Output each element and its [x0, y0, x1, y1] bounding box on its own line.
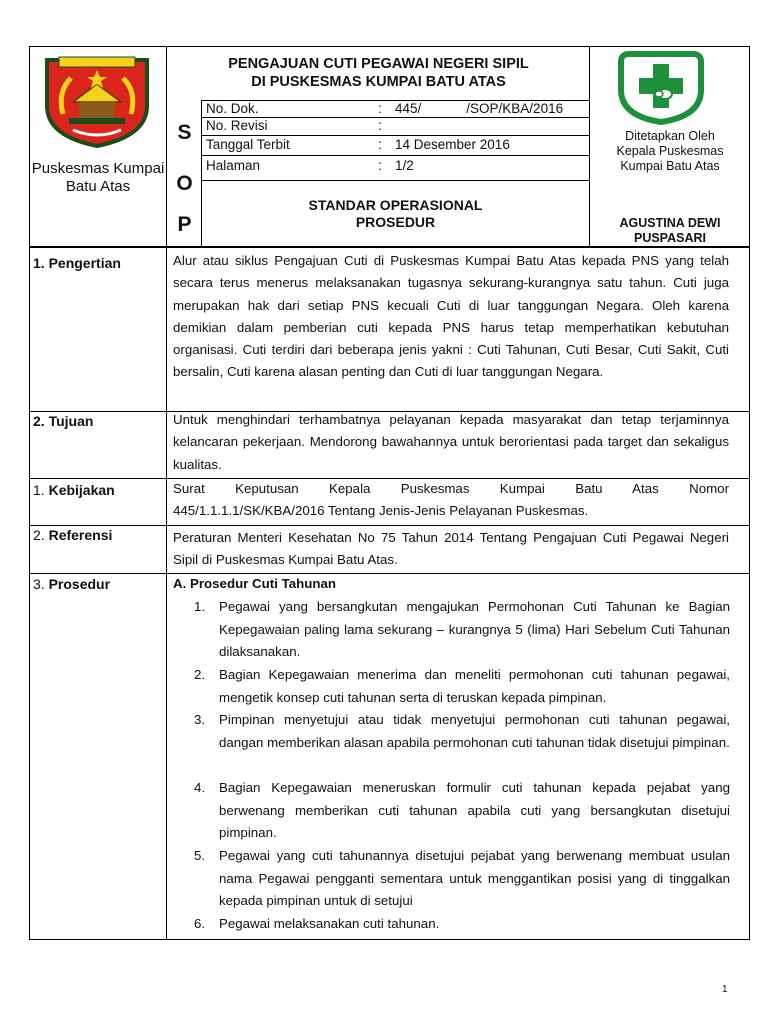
doc-label-no-revisi: No. Revisi: [206, 118, 268, 133]
text-kebijakan-line-2: 445/1.1.1.1/SK/KBA/2016 Tentang Jenis-Jenis Pelayanan Puskesmas.: [173, 503, 589, 518]
signatory-line-1: AGUSTINA DEWI: [619, 216, 721, 230]
org-name: Puskesmas Kumpai Batu Atas: [31, 160, 165, 195]
doc-value-halaman: 1/2: [395, 158, 414, 173]
doc-label-halaman: Halaman: [206, 158, 261, 173]
list-item: [194, 664, 730, 709]
list-item: [194, 709, 730, 754]
list-item-number: 1.: [194, 599, 206, 614]
prosedur-subheading: A. Prosedur Cuti Tahunan: [173, 576, 337, 591]
doc-sep: :: [378, 137, 382, 152]
list-item-number: 5.: [194, 848, 206, 863]
text-kebijakan-line-1: Surat Keputusan Kepala Puskesmas Kumpai Batu Atas Nomor: [173, 481, 729, 496]
standard-title-line-2: PROSEDUR: [355, 214, 436, 230]
sop-letter-p: P: [177, 213, 192, 236]
doc-sep: :: [378, 101, 382, 116]
standard-title: [202, 197, 589, 231]
doc-label-tanggal: Tanggal Terbit: [206, 137, 290, 152]
text-tujuan: Untuk menghindari terhambatnya pelayanan kepada masyarakat dan tetap terjaminnya kelancaran pekerjaan. Mendorong bawahannya untuk berorientasi pada target dan sekaligus kualitas.: [173, 412, 729, 472]
list-item-number: 2.: [194, 667, 206, 682]
title-line-1: PENGAJUAN CUTI PEGAWAI NEGERI SIPIL: [228, 56, 529, 72]
signatory-name: [590, 216, 750, 246]
list-item: [194, 777, 730, 845]
text-pengertian: Alur atau siklus Pengajuan Cuti di Puskesmas Kumpai Batu Atas kepada PNS yang telah secara terus menerus melaksanakan tugasnya sekurang-kurangnya satu tahun. Cuti juga merupakan hak dari setiap PNS kecuali Cuti di luar tanggungan Negara. Oleh karena demikian dalam pemberian cuti kepada PNS harus tetap memperhatikan kebutuhan organisasi. Cuti terdiri dari beberapa jenis yakni : Cuti Tahunan, Cuti Besar, Cuti Sakit, Cuti bersalin, Cuti karena alasan penting dan Cuti di luar tanggungan Negara.: [173, 253, 729, 380]
standard-title-line-1: STANDAR OPERASIONAL: [308, 197, 483, 213]
doc-sep: :: [378, 118, 382, 133]
approved-line-1: Ditetapkan Oleh: [625, 129, 715, 143]
puskesmas-cross-logo: [613, 50, 708, 125]
list-item-text: Pegawai yang cuti tahunannya disetujui pejabat yang berwenang membuat usulan nama Pegawai pengganti sementara untuk menggantikan posisi yang di tinggalkan kepada pimpinan untuk di setujui: [219, 848, 730, 908]
doc-sep: :: [378, 158, 382, 173]
doc-value-tanggal: 14 Desember 2016: [395, 137, 510, 152]
list-item-text: Bagian Kepegawaian meneruskan formulir cuti tahunan kepada pejabat yang berwenang memberikan cuti tahunan apabila cuti yang bersangkutan disetujui pimpinan.: [219, 780, 730, 840]
doc-label-no-dok: No. Dok.: [206, 101, 259, 116]
label-kebijakan: 1. Kebijakan: [33, 482, 115, 498]
label-pengertian: 1. Pengertian: [33, 255, 121, 271]
text-referensi: Peraturan Menteri Kesehatan No 75 Tahun 2014 Tentang Pengajuan Cuti Pegawai Negeri Sipil di Puskesmas Kumpai Batu Atas.: [173, 530, 729, 568]
sop-letter-o: O: [176, 172, 193, 195]
approved-line-3: Kumpai Batu Atas: [620, 159, 720, 173]
list-item-number: 4.: [194, 780, 206, 795]
doc-value-no-dok: 445/ /SOP/KBA/2016: [395, 101, 564, 116]
approved-by: [590, 129, 750, 174]
list-item: [194, 845, 730, 913]
label-referensi: 2. Referensi: [33, 527, 113, 543]
list-item-text: Bagian Kepegawaian menerima dan meneliti permohonan cuti tahunan pegawai, mengetik konsep cuti tahunan serta di teruskan kepada pimpinan.: [219, 667, 730, 705]
list-item: [194, 913, 730, 936]
list-item-number: 3.: [194, 712, 206, 727]
list-item: [194, 596, 730, 664]
list-item-number: 6.: [194, 916, 206, 931]
list-item-text: Pegawai yang bersangkutan mengajukan Permohonan Cuti Tahunan ke Bagian Kepegawaian paling lama sekurang – kurangnya 5 (lima) Hari Sebelum Cuti Tahunan dilaksanakan.: [219, 599, 730, 659]
signatory-line-2: PUSPASARI: [633, 231, 706, 245]
list-item-text: Pegawai melaksanakan cuti tahunan.: [219, 916, 440, 931]
approved-line-2: Kepala Puskesmas: [616, 144, 724, 158]
regency-emblem: [43, 52, 151, 148]
list-item-text: Pimpinan menyetujui atau tidak menyetujui permohonan cuti tahunan pegawai, dangan memberikan alasan apabila permohonan cuti tahunan tidak disetujui pimpinan.: [219, 712, 730, 750]
label-prosedur: 3. Prosedur: [33, 576, 111, 592]
page-number: 1: [722, 984, 728, 995]
sop-letter-s: S: [177, 121, 192, 144]
label-tujuan: 2. Tujuan: [33, 413, 94, 429]
title-line-2: DI PUSKESMAS KUMPAI BATU ATAS: [251, 74, 506, 90]
